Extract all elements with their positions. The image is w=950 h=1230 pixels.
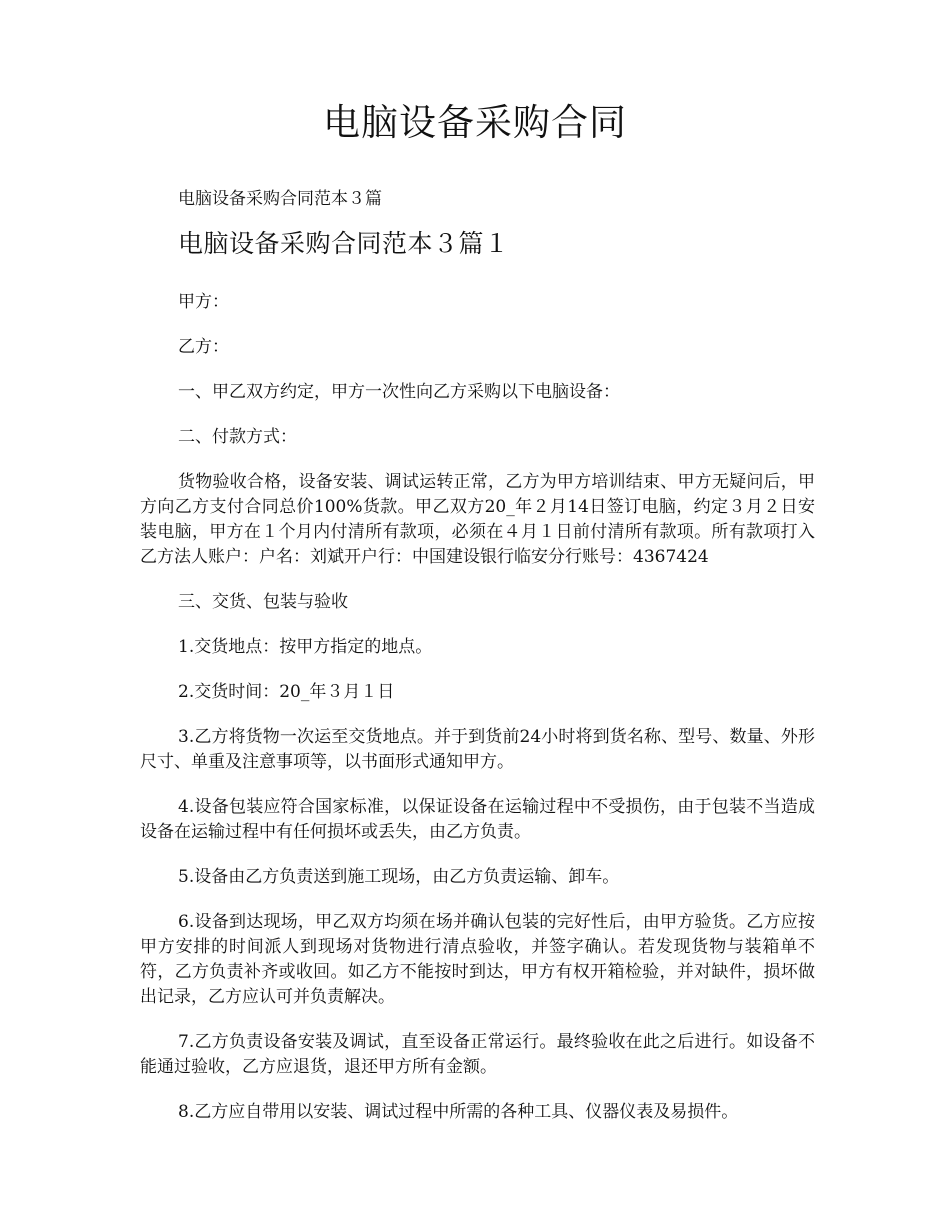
document-title: 电脑设备采购合同 [323, 101, 627, 144]
clause-1-heading: 一、甲乙双方约定，甲方一次性向乙方采购以下电脑设备： [178, 382, 620, 402]
delivery-item-6: 6.设备到达现场，甲乙双方均须在场并确认包装的完好性后，由甲方验货。乙方应按甲方安排的时间派人到现场对货物进行清点验收，并签字确认。若发现货物与装箱单不符，乙方负责补齐或收回。如乙方不能按时到达，甲方有权开箱检验，并对缺件，损坏做出记录，乙方应认可并负责解决。 [140, 912, 815, 1007]
payment-terms-paragraph: 货物验收合格，设备安装、调试运转正常，乙方为甲方培训结束、甲方无疑问后，甲方向乙方支付合同总价100%货款。甲乙双方20_年２月14日签订电脑，约定３月２日安装电脑，甲方在１个月内付清所有款项，必须在４月１日前付清所有款项。所有款项打入乙方法人账户：户名：刘斌开户行：中国建设银行临安分行账号：4367424 [140, 472, 815, 567]
party-b-line: 乙方： [178, 337, 229, 357]
document-subtitle: 电脑设备采购合同范本３篇 [178, 189, 382, 209]
clause-3-heading: 三、交货、包装与验收 [178, 592, 348, 612]
contract-body [140, 290, 815, 1145]
delivery-item-5: 5.设备由乙方负责送到施工现场，由乙方负责运输、卸车。 [178, 867, 620, 887]
delivery-item-8: 8.乙方应自带用以安装、调试过程中所需的各种工具、仪器仪表及易损件。 [178, 1102, 739, 1122]
party-a-line: 甲方： [178, 292, 229, 312]
delivery-item-3: 3.乙方将货物一次运至交货地点。并于到货前24小时将到货名称、型号、数量、外形尺寸、单重及注意事项等，以书面形式通知甲方。 [140, 727, 815, 772]
delivery-item-2: 2.交货时间：20_年３月１日 [178, 682, 395, 702]
delivery-item-1: 1.交货地点：按甲方指定的地点。 [178, 637, 433, 657]
section-heading: 电脑设备采购合同范本３篇１ [178, 229, 510, 258]
delivery-item-7: 7.乙方负责设备安装及调试，直至设备正常运行。最终验收在此之后进行。如设备不能通过验收，乙方应退货，退还甲方所有金额。 [140, 1032, 815, 1077]
clause-2-heading: 二、付款方式： [178, 427, 297, 447]
delivery-item-4: 4.设备包装应符合国家标准，以保证设备在运输过程中不受损伤，由于包装不当造成设备在运输过程中有任何损坏或丢失，由乙方负责。 [140, 797, 815, 842]
